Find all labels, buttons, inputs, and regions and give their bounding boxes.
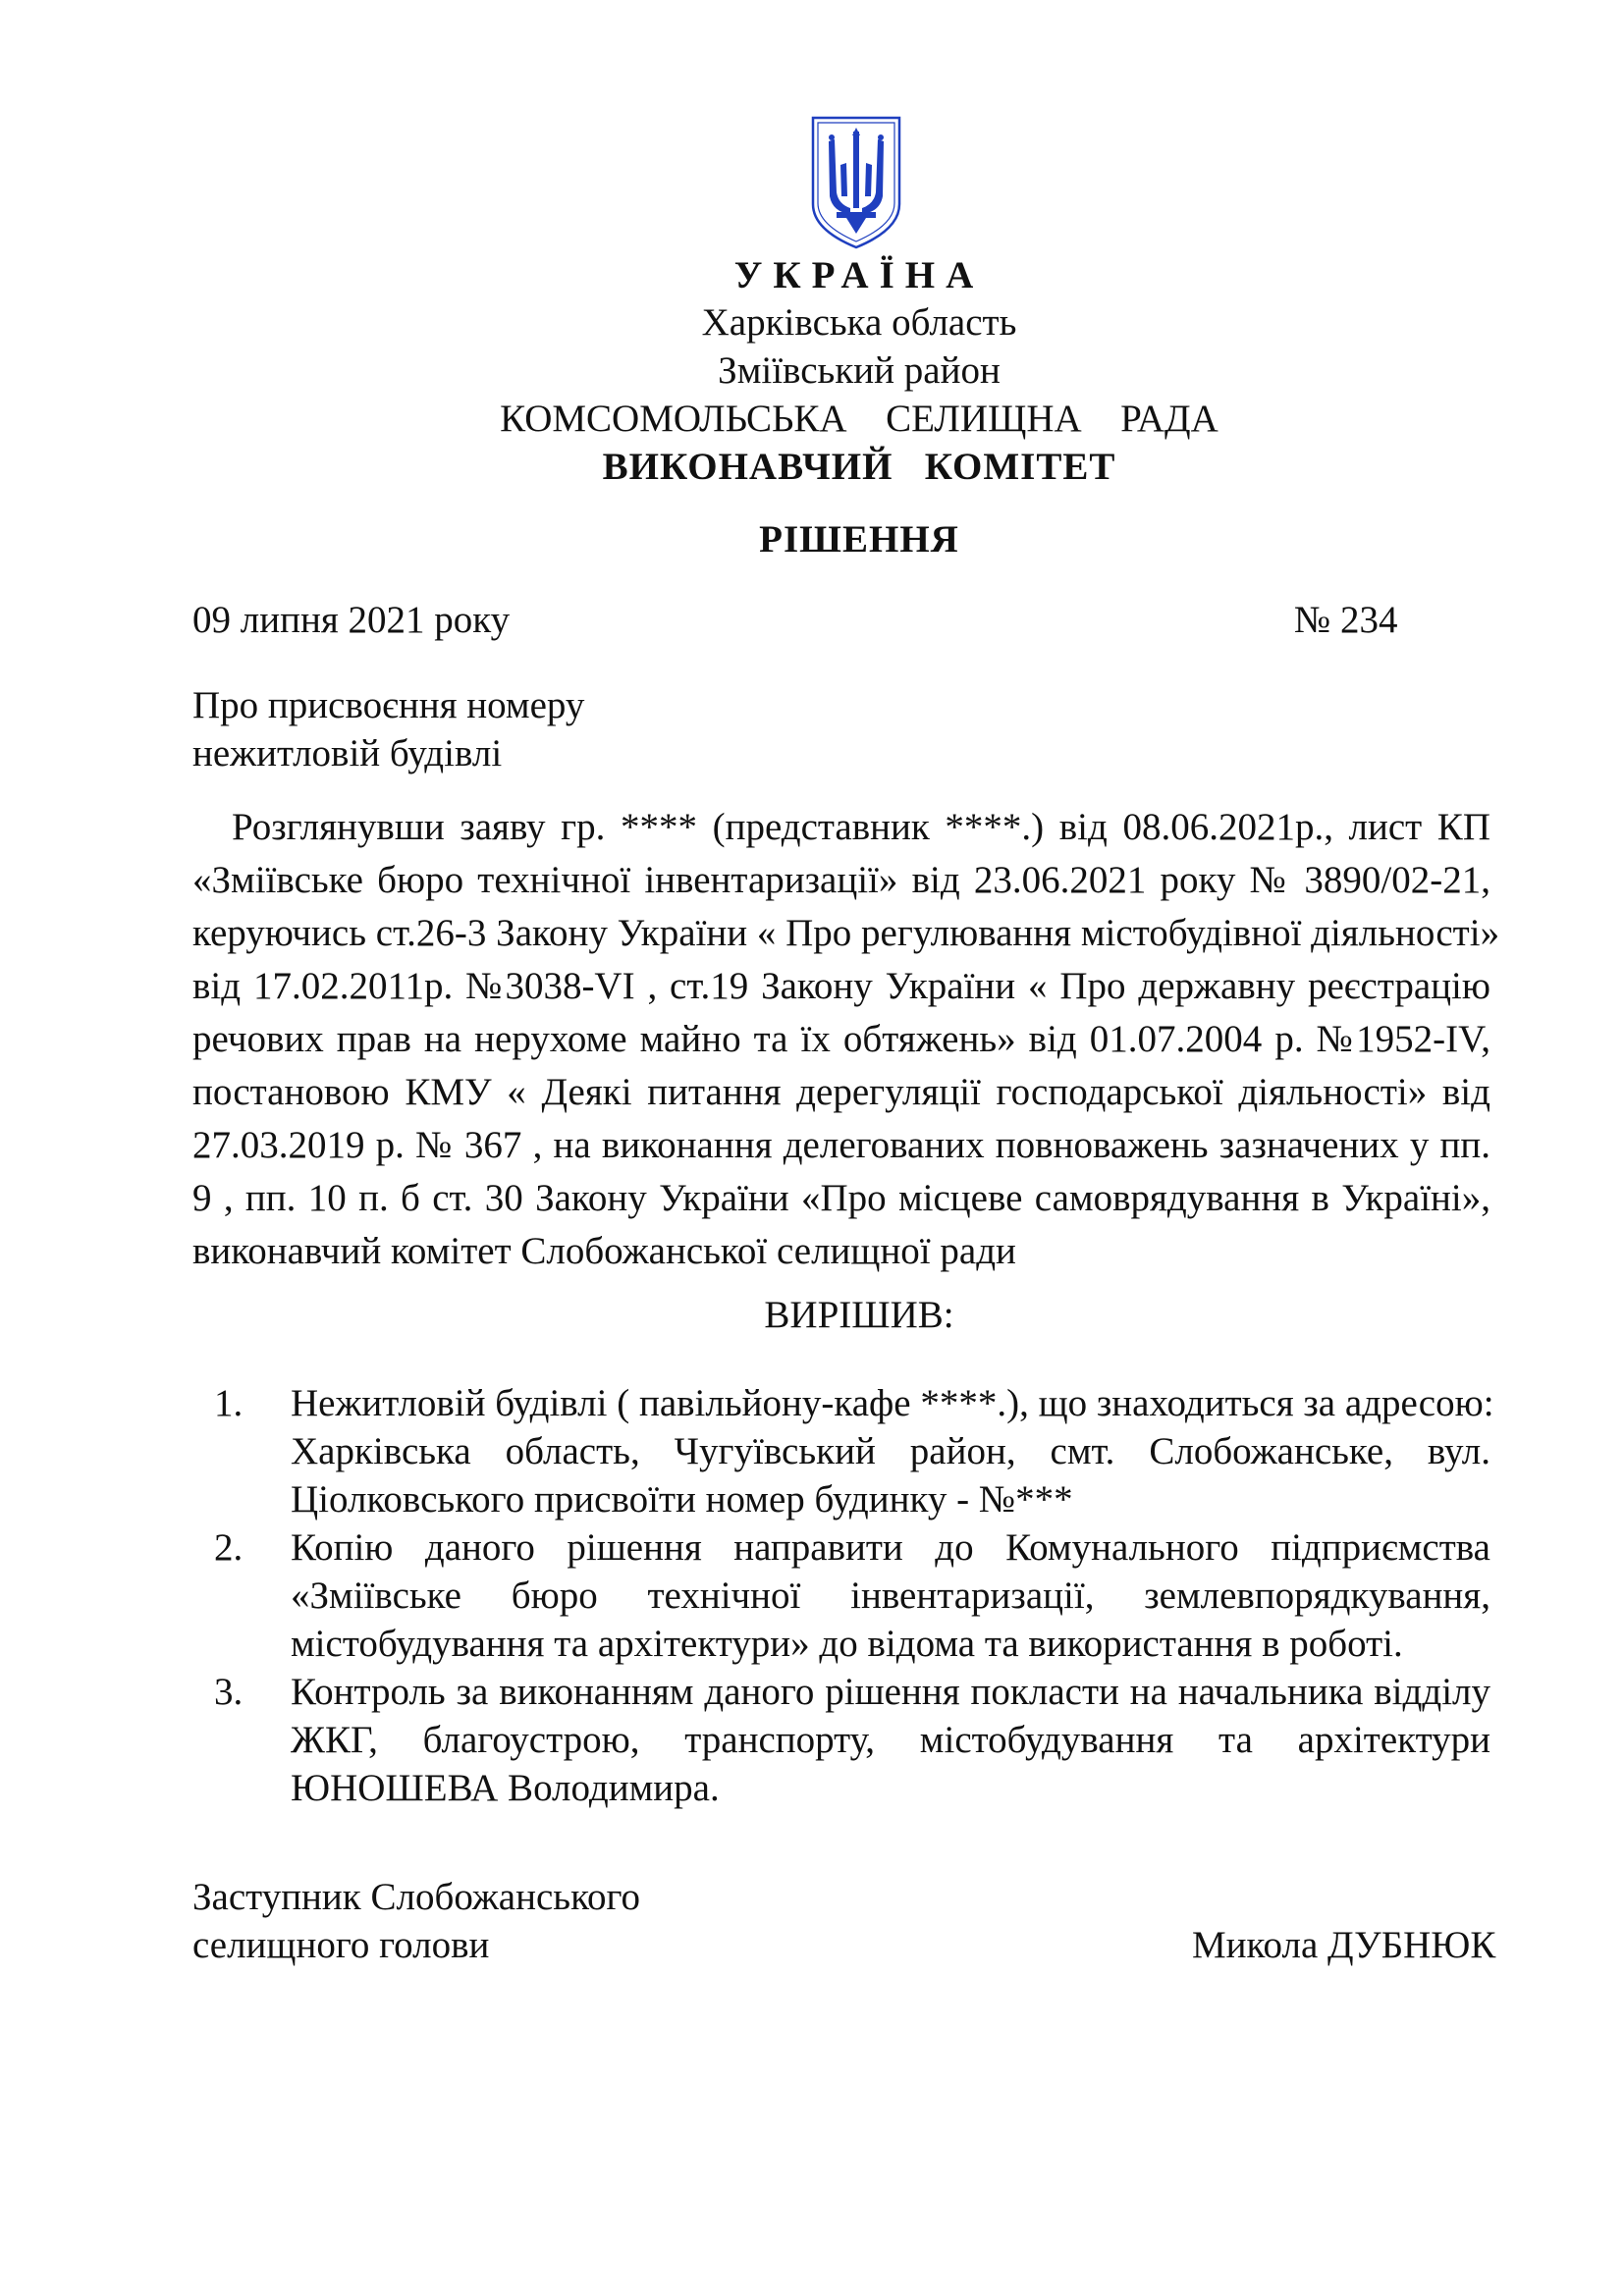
item-line: ЖКГ, благоустрою, транспорту, містобудування та архітектури xyxy=(291,1719,1490,1761)
signatory-name: Микола ДУБНЮК xyxy=(1192,1924,1496,1966)
list-item xyxy=(192,1379,1494,1523)
preamble-line: речових прав на нерухоме майно та їх обтяжень» від 01.07.2004 р. №1952-IV, xyxy=(192,1018,1490,1060)
item-line: Нежитловій будівлі ( павільйону-кафе ****.), що знаходиться за адресою: xyxy=(291,1382,1494,1424)
subject-line: Про присвоєння номеру xyxy=(192,684,585,726)
signatory-position xyxy=(192,1873,640,1969)
country-name: УКРАЇНА xyxy=(733,254,985,296)
subject-line: нежитловій будівлі xyxy=(192,732,503,774)
item-number: 3. xyxy=(214,1671,244,1713)
preamble-line: Розглянувши заяву гр. **** (представник ****.) від 08.06.2021р., лист КП xyxy=(232,806,1490,848)
resolved-heading: ВИРІШИВ: xyxy=(764,1294,954,1336)
position-line: селищного голови xyxy=(192,1924,490,1966)
document-header xyxy=(47,251,1624,491)
preamble-line: 9 , пп. 10 п. б ст. 30 Закону України «Про місцеве самоврядування в Україні», xyxy=(192,1177,1490,1219)
item-line: Харківська область, Чугуївський район, смт. Слобожанське, вул. xyxy=(291,1430,1490,1472)
district-name: Зміївський район xyxy=(718,349,1001,392)
preamble-line: від 17.02.2011р. №3038-VI , ст.19 Закону України « Про державну реєстрацію xyxy=(192,965,1490,1007)
list-item xyxy=(192,1523,1490,1668)
preamble-line: 27.03.2019 р. № 367 , на виконання делегованих повноважень зазначених у пп. xyxy=(192,1124,1490,1166)
document-number: № 234 xyxy=(1294,599,1398,641)
region-name: Харківська область xyxy=(701,301,1017,344)
item-line: Контроль за виконанням даного рішення покласти на начальника відділу xyxy=(291,1671,1490,1713)
item-line: «Зміївське бюро технічної інвентаризації, землевпорядкування, xyxy=(291,1575,1490,1617)
preamble-line: керуючись ст.26-3 Закону України « Про регулювання містобудівної діяльності» xyxy=(192,912,1500,954)
item-number: 1. xyxy=(214,1382,244,1424)
item-number: 2. xyxy=(214,1526,244,1569)
item-line: містобудування та архітектури» до відома та використання в роботі. xyxy=(291,1623,1403,1665)
council-name: КОМСОМОЛЬСЬКА СЕЛИЩНА РАДА xyxy=(500,398,1218,440)
list-item xyxy=(192,1668,1490,1812)
committee-name: ВИКОНАВЧИЙ КОМІТЕТ xyxy=(602,446,1116,488)
tryzub-coat-of-arms-icon xyxy=(807,114,905,251)
preamble-paragraph xyxy=(192,801,1500,1278)
item-line: ЮНОШЕВА Володимира. xyxy=(291,1767,720,1809)
document-date: 09 липня 2021 року xyxy=(192,599,511,641)
resolution-list xyxy=(192,1379,1494,1812)
preamble-line: постановою КМУ « Деякі питання дерегуляції господарської діяльності» від xyxy=(192,1071,1490,1113)
document-subject xyxy=(192,681,584,777)
preamble-line: виконавчий комітет Слобожанської селищної ради xyxy=(192,1230,1016,1272)
item-line: Копію даного рішення направити до Комунального підприємства xyxy=(291,1526,1490,1569)
document-title: РІШЕННЯ xyxy=(759,518,959,561)
position-line: Заступник Слобожанського xyxy=(192,1876,641,1918)
preamble-line: «Зміївське бюро технічної інвентаризації» від 23.06.2021 року № 3890/02-21, xyxy=(192,859,1490,901)
item-line: Ціолковського присвоїти номер будинку - №*** xyxy=(291,1478,1073,1521)
